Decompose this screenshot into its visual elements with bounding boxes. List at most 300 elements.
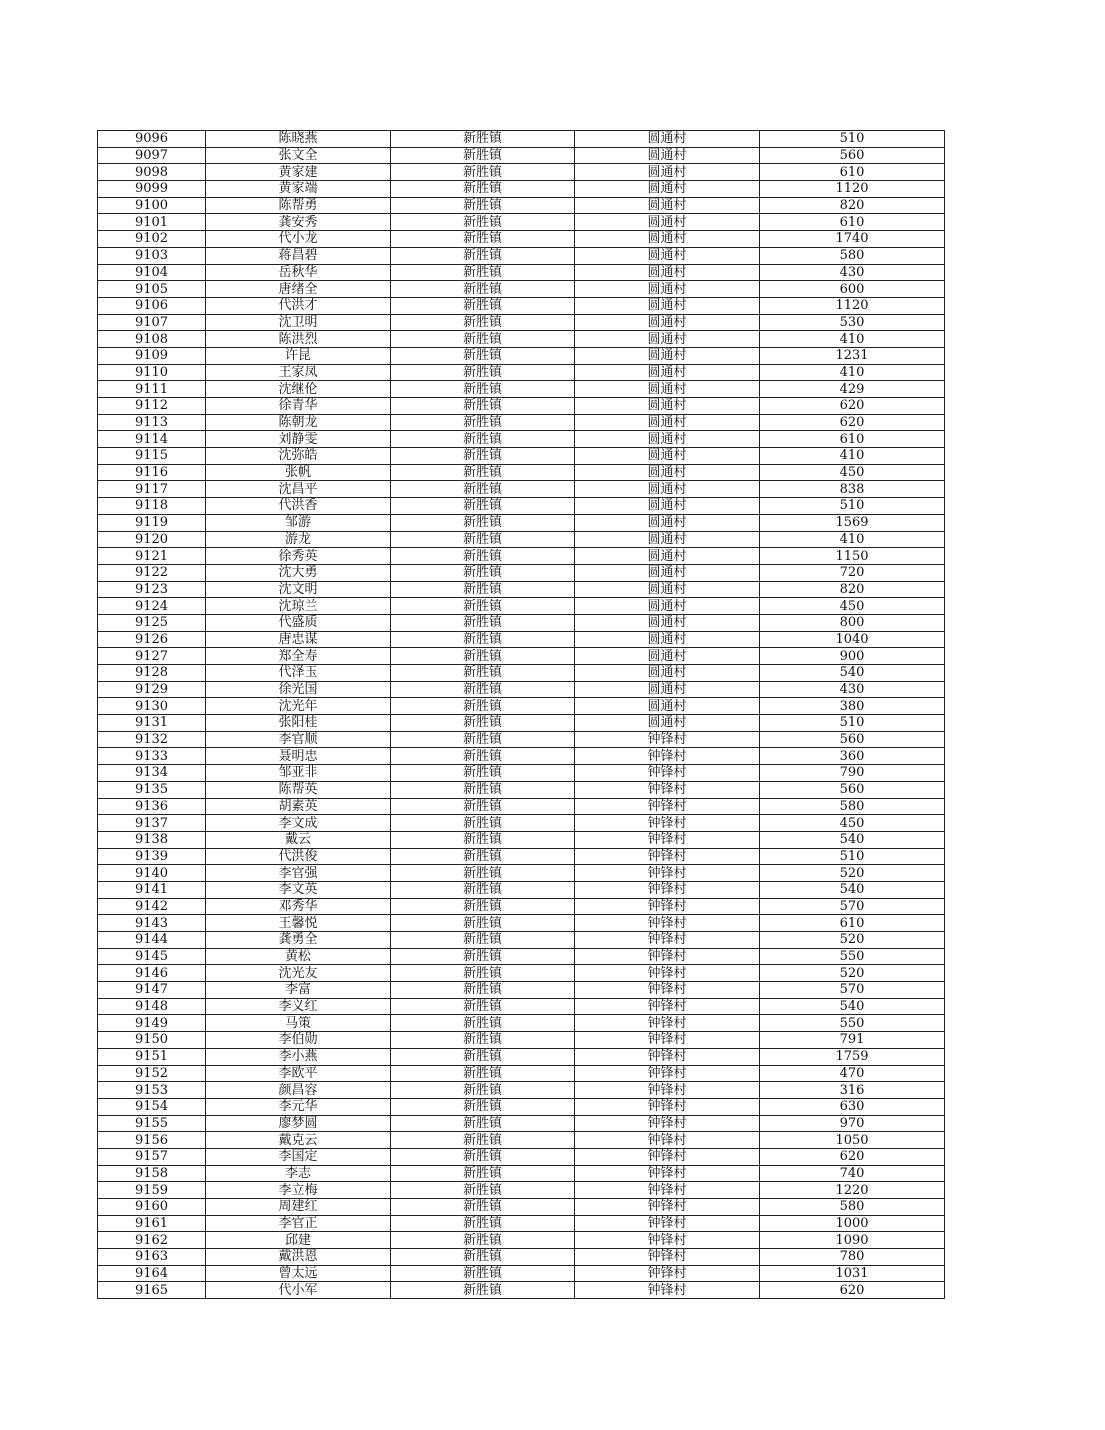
row-village-cell: 钟锋村 bbox=[575, 948, 760, 965]
row-name-cell: 戴克云 bbox=[206, 1132, 391, 1149]
row-village-cell: 圆通村 bbox=[575, 698, 760, 715]
row-name-cell: 代洪俊 bbox=[206, 848, 391, 865]
row-id-cell: 9133 bbox=[98, 748, 206, 765]
table-row bbox=[98, 448, 945, 465]
row-town-cell: 新胜镇 bbox=[391, 448, 575, 465]
row-town-cell: 新胜镇 bbox=[391, 281, 575, 298]
row-amount-cell: 510 bbox=[760, 498, 945, 515]
table-row bbox=[98, 848, 945, 865]
row-town-cell: 新胜镇 bbox=[391, 998, 575, 1015]
row-amount-cell: 1740 bbox=[760, 231, 945, 248]
row-amount-cell: 429 bbox=[760, 381, 945, 398]
row-amount-cell: 520 bbox=[760, 965, 945, 982]
row-village-cell: 圆通村 bbox=[575, 197, 760, 214]
row-village-cell: 圆通村 bbox=[575, 181, 760, 198]
row-amount-cell: 410 bbox=[760, 448, 945, 465]
row-amount-cell: 791 bbox=[760, 1032, 945, 1049]
row-village-cell: 圆通村 bbox=[575, 581, 760, 598]
row-town-cell: 新胜镇 bbox=[391, 297, 575, 314]
row-id-cell: 9126 bbox=[98, 631, 206, 648]
row-name-cell: 王馨悦 bbox=[206, 915, 391, 932]
row-village-cell: 钟锋村 bbox=[575, 965, 760, 982]
table-row bbox=[98, 1115, 945, 1132]
row-id-cell: 9165 bbox=[98, 1282, 206, 1299]
row-town-cell: 新胜镇 bbox=[391, 1249, 575, 1266]
table-row bbox=[98, 498, 945, 515]
row-id-cell: 9147 bbox=[98, 982, 206, 999]
table-row bbox=[98, 1249, 945, 1266]
row-town-cell: 新胜镇 bbox=[391, 1032, 575, 1049]
row-town-cell: 新胜镇 bbox=[391, 147, 575, 164]
table-row bbox=[98, 631, 945, 648]
row-name-cell: 马策 bbox=[206, 1015, 391, 1032]
row-village-cell: 圆通村 bbox=[575, 331, 760, 348]
row-town-cell: 新胜镇 bbox=[391, 1015, 575, 1032]
row-village-cell: 圆通村 bbox=[575, 448, 760, 465]
row-id-cell: 9148 bbox=[98, 998, 206, 1015]
row-village-cell: 圆通村 bbox=[575, 347, 760, 364]
row-name-cell: 唐绪全 bbox=[206, 281, 391, 298]
row-id-cell: 9106 bbox=[98, 297, 206, 314]
row-town-cell: 新胜镇 bbox=[391, 915, 575, 932]
row-village-cell: 钟锋村 bbox=[575, 998, 760, 1015]
row-name-cell: 徐青华 bbox=[206, 398, 391, 415]
row-amount-cell: 550 bbox=[760, 948, 945, 965]
row-town-cell: 新胜镇 bbox=[391, 1065, 575, 1082]
row-amount-cell: 838 bbox=[760, 481, 945, 498]
table-row bbox=[98, 1282, 945, 1299]
row-town-cell: 新胜镇 bbox=[391, 231, 575, 248]
row-town-cell: 新胜镇 bbox=[391, 381, 575, 398]
row-village-cell: 圆通村 bbox=[575, 631, 760, 648]
row-town-cell: 新胜镇 bbox=[391, 548, 575, 565]
row-town-cell: 新胜镇 bbox=[391, 1148, 575, 1165]
row-id-cell: 9151 bbox=[98, 1048, 206, 1065]
table-row bbox=[98, 1232, 945, 1249]
row-town-cell: 新胜镇 bbox=[391, 131, 575, 148]
row-amount-cell: 1120 bbox=[760, 297, 945, 314]
row-amount-cell: 470 bbox=[760, 1065, 945, 1082]
row-name-cell: 黄松 bbox=[206, 948, 391, 965]
row-id-cell: 9145 bbox=[98, 948, 206, 965]
row-id-cell: 9103 bbox=[98, 247, 206, 264]
row-town-cell: 新胜镇 bbox=[391, 781, 575, 798]
row-name-cell: 沈卫明 bbox=[206, 314, 391, 331]
row-name-cell: 代小军 bbox=[206, 1282, 391, 1299]
row-town-cell: 新胜镇 bbox=[391, 815, 575, 832]
row-town-cell: 新胜镇 bbox=[391, 331, 575, 348]
row-name-cell: 游龙 bbox=[206, 531, 391, 548]
row-village-cell: 圆通村 bbox=[575, 381, 760, 398]
row-name-cell: 陈帮英 bbox=[206, 781, 391, 798]
table-row bbox=[98, 748, 945, 765]
row-village-cell: 圆通村 bbox=[575, 548, 760, 565]
table-row bbox=[98, 231, 945, 248]
row-name-cell: 李伯勋 bbox=[206, 1032, 391, 1049]
row-amount-cell: 530 bbox=[760, 314, 945, 331]
row-name-cell: 代盛质 bbox=[206, 614, 391, 631]
row-town-cell: 新胜镇 bbox=[391, 1115, 575, 1132]
row-id-cell: 9121 bbox=[98, 548, 206, 565]
table-row bbox=[98, 932, 945, 949]
row-id-cell: 9123 bbox=[98, 581, 206, 598]
row-id-cell: 9136 bbox=[98, 798, 206, 815]
row-amount-cell: 560 bbox=[760, 781, 945, 798]
row-name-cell: 李义红 bbox=[206, 998, 391, 1015]
row-name-cell: 戴洪恩 bbox=[206, 1249, 391, 1266]
row-name-cell: 周建红 bbox=[206, 1199, 391, 1216]
row-village-cell: 圆通村 bbox=[575, 131, 760, 148]
row-amount-cell: 430 bbox=[760, 264, 945, 281]
row-name-cell: 张文全 bbox=[206, 147, 391, 164]
row-name-cell: 沈琼兰 bbox=[206, 598, 391, 615]
row-town-cell: 新胜镇 bbox=[391, 681, 575, 698]
table-row bbox=[98, 1148, 945, 1165]
row-id-cell: 9108 bbox=[98, 331, 206, 348]
row-id-cell: 9096 bbox=[98, 131, 206, 148]
row-amount-cell: 620 bbox=[760, 414, 945, 431]
row-town-cell: 新胜镇 bbox=[391, 665, 575, 682]
row-amount-cell: 570 bbox=[760, 898, 945, 915]
table-row bbox=[98, 715, 945, 732]
row-village-cell: 圆通村 bbox=[575, 531, 760, 548]
row-village-cell: 钟锋村 bbox=[575, 1165, 760, 1182]
row-village-cell: 钟锋村 bbox=[575, 1249, 760, 1266]
row-town-cell: 新胜镇 bbox=[391, 1282, 575, 1299]
row-amount-cell: 410 bbox=[760, 531, 945, 548]
row-id-cell: 9115 bbox=[98, 448, 206, 465]
row-amount-cell: 1090 bbox=[760, 1232, 945, 1249]
row-town-cell: 新胜镇 bbox=[391, 598, 575, 615]
row-name-cell: 沈光友 bbox=[206, 965, 391, 982]
row-amount-cell: 450 bbox=[760, 464, 945, 481]
row-village-cell: 圆通村 bbox=[575, 147, 760, 164]
row-village-cell: 钟锋村 bbox=[575, 1082, 760, 1099]
row-name-cell: 龚勇全 bbox=[206, 932, 391, 949]
row-id-cell: 9099 bbox=[98, 181, 206, 198]
row-id-cell: 9149 bbox=[98, 1015, 206, 1032]
table-row bbox=[98, 247, 945, 264]
row-town-cell: 新胜镇 bbox=[391, 364, 575, 381]
row-name-cell: 沈弥皓 bbox=[206, 448, 391, 465]
row-town-cell: 新胜镇 bbox=[391, 581, 575, 598]
table-row bbox=[98, 331, 945, 348]
table-row bbox=[98, 431, 945, 448]
row-name-cell: 代泽玉 bbox=[206, 665, 391, 682]
row-id-cell: 9143 bbox=[98, 915, 206, 932]
table-row bbox=[98, 598, 945, 615]
row-village-cell: 圆通村 bbox=[575, 648, 760, 665]
row-village-cell: 圆通村 bbox=[575, 431, 760, 448]
row-village-cell: 圆通村 bbox=[575, 281, 760, 298]
table-row bbox=[98, 798, 945, 815]
table-row bbox=[98, 998, 945, 1015]
row-village-cell: 圆通村 bbox=[575, 214, 760, 231]
row-town-cell: 新胜镇 bbox=[391, 865, 575, 882]
row-id-cell: 9101 bbox=[98, 214, 206, 231]
row-amount-cell: 510 bbox=[760, 715, 945, 732]
table-row bbox=[98, 1048, 945, 1065]
row-town-cell: 新胜镇 bbox=[391, 498, 575, 515]
row-id-cell: 9160 bbox=[98, 1199, 206, 1216]
row-amount-cell: 610 bbox=[760, 214, 945, 231]
row-name-cell: 黄家端 bbox=[206, 181, 391, 198]
row-town-cell: 新胜镇 bbox=[391, 1082, 575, 1099]
row-town-cell: 新胜镇 bbox=[391, 531, 575, 548]
row-id-cell: 9122 bbox=[98, 564, 206, 581]
table-row bbox=[98, 281, 945, 298]
row-village-cell: 钟锋村 bbox=[575, 1048, 760, 1065]
row-village-cell: 圆通村 bbox=[575, 364, 760, 381]
row-village-cell: 钟锋村 bbox=[575, 1015, 760, 1032]
row-id-cell: 9117 bbox=[98, 481, 206, 498]
row-name-cell: 李官顺 bbox=[206, 731, 391, 748]
row-amount-cell: 510 bbox=[760, 131, 945, 148]
row-amount-cell: 620 bbox=[760, 398, 945, 415]
row-id-cell: 9154 bbox=[98, 1098, 206, 1115]
row-village-cell: 圆通村 bbox=[575, 297, 760, 314]
table-row bbox=[98, 1015, 945, 1032]
row-name-cell: 李官正 bbox=[206, 1215, 391, 1232]
row-village-cell: 钟锋村 bbox=[575, 1132, 760, 1149]
row-town-cell: 新胜镇 bbox=[391, 982, 575, 999]
row-amount-cell: 520 bbox=[760, 865, 945, 882]
row-amount-cell: 740 bbox=[760, 1165, 945, 1182]
row-name-cell: 李元华 bbox=[206, 1098, 391, 1115]
row-town-cell: 新胜镇 bbox=[391, 564, 575, 581]
row-town-cell: 新胜镇 bbox=[391, 965, 575, 982]
row-id-cell: 9107 bbox=[98, 314, 206, 331]
row-id-cell: 9158 bbox=[98, 1165, 206, 1182]
table-row bbox=[98, 381, 945, 398]
row-amount-cell: 1000 bbox=[760, 1215, 945, 1232]
row-amount-cell: 610 bbox=[760, 431, 945, 448]
row-id-cell: 9124 bbox=[98, 598, 206, 615]
row-village-cell: 圆通村 bbox=[575, 514, 760, 531]
row-town-cell: 新胜镇 bbox=[391, 614, 575, 631]
table-row bbox=[98, 164, 945, 181]
row-village-cell: 钟锋村 bbox=[575, 1215, 760, 1232]
row-id-cell: 9128 bbox=[98, 665, 206, 682]
table-row bbox=[98, 681, 945, 698]
row-village-cell: 钟锋村 bbox=[575, 731, 760, 748]
row-amount-cell: 610 bbox=[760, 164, 945, 181]
table-row bbox=[98, 1032, 945, 1049]
row-amount-cell: 1759 bbox=[760, 1048, 945, 1065]
table-row bbox=[98, 1199, 945, 1216]
row-id-cell: 9130 bbox=[98, 698, 206, 715]
row-town-cell: 新胜镇 bbox=[391, 214, 575, 231]
row-amount-cell: 820 bbox=[760, 581, 945, 598]
row-village-cell: 圆通村 bbox=[575, 614, 760, 631]
row-village-cell: 钟锋村 bbox=[575, 881, 760, 898]
row-town-cell: 新胜镇 bbox=[391, 431, 575, 448]
row-name-cell: 陈帮勇 bbox=[206, 197, 391, 214]
row-name-cell: 黄家建 bbox=[206, 164, 391, 181]
roster-table-body bbox=[98, 131, 945, 1299]
table-row bbox=[98, 1132, 945, 1149]
row-id-cell: 9127 bbox=[98, 648, 206, 665]
row-name-cell: 李官强 bbox=[206, 865, 391, 882]
row-amount-cell: 450 bbox=[760, 598, 945, 615]
row-name-cell: 李国定 bbox=[206, 1148, 391, 1165]
row-name-cell: 李欧平 bbox=[206, 1065, 391, 1082]
row-amount-cell: 540 bbox=[760, 665, 945, 682]
table-row bbox=[98, 881, 945, 898]
row-amount-cell: 620 bbox=[760, 1148, 945, 1165]
row-town-cell: 新胜镇 bbox=[391, 247, 575, 264]
row-village-cell: 钟锋村 bbox=[575, 815, 760, 832]
row-name-cell: 聂明忠 bbox=[206, 748, 391, 765]
row-town-cell: 新胜镇 bbox=[391, 748, 575, 765]
row-amount-cell: 780 bbox=[760, 1249, 945, 1266]
row-village-cell: 钟锋村 bbox=[575, 798, 760, 815]
row-id-cell: 9156 bbox=[98, 1132, 206, 1149]
table-row bbox=[98, 731, 945, 748]
row-amount-cell: 1120 bbox=[760, 181, 945, 198]
table-row bbox=[98, 1215, 945, 1232]
row-town-cell: 新胜镇 bbox=[391, 181, 575, 198]
row-id-cell: 9163 bbox=[98, 1249, 206, 1266]
row-id-cell: 9098 bbox=[98, 164, 206, 181]
row-village-cell: 圆通村 bbox=[575, 231, 760, 248]
table-row bbox=[98, 147, 945, 164]
table-row bbox=[98, 948, 945, 965]
row-town-cell: 新胜镇 bbox=[391, 1165, 575, 1182]
row-id-cell: 9119 bbox=[98, 514, 206, 531]
table-row bbox=[98, 548, 945, 565]
row-amount-cell: 450 bbox=[760, 815, 945, 832]
table-row bbox=[98, 781, 945, 798]
row-id-cell: 9116 bbox=[98, 464, 206, 481]
row-id-cell: 9104 bbox=[98, 264, 206, 281]
row-id-cell: 9097 bbox=[98, 147, 206, 164]
row-name-cell: 陈朝龙 bbox=[206, 414, 391, 431]
row-village-cell: 钟锋村 bbox=[575, 831, 760, 848]
row-village-cell: 钟锋村 bbox=[575, 748, 760, 765]
row-name-cell: 许昆 bbox=[206, 347, 391, 364]
row-amount-cell: 1031 bbox=[760, 1265, 945, 1282]
row-name-cell: 李文英 bbox=[206, 881, 391, 898]
row-village-cell: 圆通村 bbox=[575, 247, 760, 264]
row-name-cell: 李立梅 bbox=[206, 1182, 391, 1199]
row-village-cell: 圆通村 bbox=[575, 665, 760, 682]
row-village-cell: 圆通村 bbox=[575, 598, 760, 615]
row-name-cell: 李文成 bbox=[206, 815, 391, 832]
row-name-cell: 李志 bbox=[206, 1165, 391, 1182]
row-id-cell: 9142 bbox=[98, 898, 206, 915]
row-amount-cell: 600 bbox=[760, 281, 945, 298]
row-town-cell: 新胜镇 bbox=[391, 314, 575, 331]
table-row bbox=[98, 364, 945, 381]
row-id-cell: 9150 bbox=[98, 1032, 206, 1049]
row-name-cell: 龚安秀 bbox=[206, 214, 391, 231]
table-row bbox=[98, 648, 945, 665]
row-village-cell: 钟锋村 bbox=[575, 865, 760, 882]
row-village-cell: 圆通村 bbox=[575, 564, 760, 581]
row-town-cell: 新胜镇 bbox=[391, 932, 575, 949]
row-name-cell: 徐秀英 bbox=[206, 548, 391, 565]
row-name-cell: 廖梦圆 bbox=[206, 1115, 391, 1132]
row-id-cell: 9162 bbox=[98, 1232, 206, 1249]
row-id-cell: 9138 bbox=[98, 831, 206, 848]
row-village-cell: 圆通村 bbox=[575, 498, 760, 515]
table-row bbox=[98, 314, 945, 331]
row-town-cell: 新胜镇 bbox=[391, 798, 575, 815]
row-name-cell: 徐光国 bbox=[206, 681, 391, 698]
row-amount-cell: 380 bbox=[760, 698, 945, 715]
row-amount-cell: 560 bbox=[760, 731, 945, 748]
row-amount-cell: 410 bbox=[760, 364, 945, 381]
row-town-cell: 新胜镇 bbox=[391, 164, 575, 181]
row-name-cell: 胡素英 bbox=[206, 798, 391, 815]
table-row bbox=[98, 214, 945, 231]
table-row bbox=[98, 815, 945, 832]
table-row bbox=[98, 614, 945, 631]
row-id-cell: 9164 bbox=[98, 1265, 206, 1282]
row-village-cell: 钟锋村 bbox=[575, 1232, 760, 1249]
row-amount-cell: 630 bbox=[760, 1098, 945, 1115]
table-row bbox=[98, 197, 945, 214]
row-name-cell: 曾太远 bbox=[206, 1265, 391, 1282]
table-row bbox=[98, 898, 945, 915]
row-town-cell: 新胜镇 bbox=[391, 881, 575, 898]
row-name-cell: 张阳桂 bbox=[206, 715, 391, 732]
row-id-cell: 9102 bbox=[98, 231, 206, 248]
row-id-cell: 9161 bbox=[98, 1215, 206, 1232]
row-town-cell: 新胜镇 bbox=[391, 1215, 575, 1232]
row-village-cell: 圆通村 bbox=[575, 164, 760, 181]
row-amount-cell: 800 bbox=[760, 614, 945, 631]
row-amount-cell: 610 bbox=[760, 915, 945, 932]
table-row bbox=[98, 464, 945, 481]
row-name-cell: 郑全寿 bbox=[206, 648, 391, 665]
row-name-cell: 邹游 bbox=[206, 514, 391, 531]
row-amount-cell: 316 bbox=[760, 1082, 945, 1099]
row-name-cell: 蒋昌碧 bbox=[206, 247, 391, 264]
row-town-cell: 新胜镇 bbox=[391, 1265, 575, 1282]
row-id-cell: 9159 bbox=[98, 1182, 206, 1199]
row-town-cell: 新胜镇 bbox=[391, 464, 575, 481]
row-village-cell: 圆通村 bbox=[575, 464, 760, 481]
row-amount-cell: 540 bbox=[760, 998, 945, 1015]
row-name-cell: 戴云 bbox=[206, 831, 391, 848]
table-row bbox=[98, 765, 945, 782]
row-name-cell: 邹亚非 bbox=[206, 765, 391, 782]
row-id-cell: 9118 bbox=[98, 498, 206, 515]
row-name-cell: 岳秋华 bbox=[206, 264, 391, 281]
row-amount-cell: 430 bbox=[760, 681, 945, 698]
row-town-cell: 新胜镇 bbox=[391, 848, 575, 865]
row-id-cell: 9131 bbox=[98, 715, 206, 732]
row-village-cell: 圆通村 bbox=[575, 414, 760, 431]
row-town-cell: 新胜镇 bbox=[391, 197, 575, 214]
table-row bbox=[98, 581, 945, 598]
row-id-cell: 9141 bbox=[98, 881, 206, 898]
row-town-cell: 新胜镇 bbox=[391, 481, 575, 498]
row-id-cell: 9134 bbox=[98, 765, 206, 782]
row-town-cell: 新胜镇 bbox=[391, 347, 575, 364]
row-id-cell: 9139 bbox=[98, 848, 206, 865]
row-village-cell: 圆通村 bbox=[575, 314, 760, 331]
row-name-cell: 代洪香 bbox=[206, 498, 391, 515]
table-row bbox=[98, 1065, 945, 1082]
row-amount-cell: 580 bbox=[760, 798, 945, 815]
table-row bbox=[98, 698, 945, 715]
row-amount-cell: 510 bbox=[760, 848, 945, 865]
row-village-cell: 圆通村 bbox=[575, 264, 760, 281]
table-row bbox=[98, 347, 945, 364]
